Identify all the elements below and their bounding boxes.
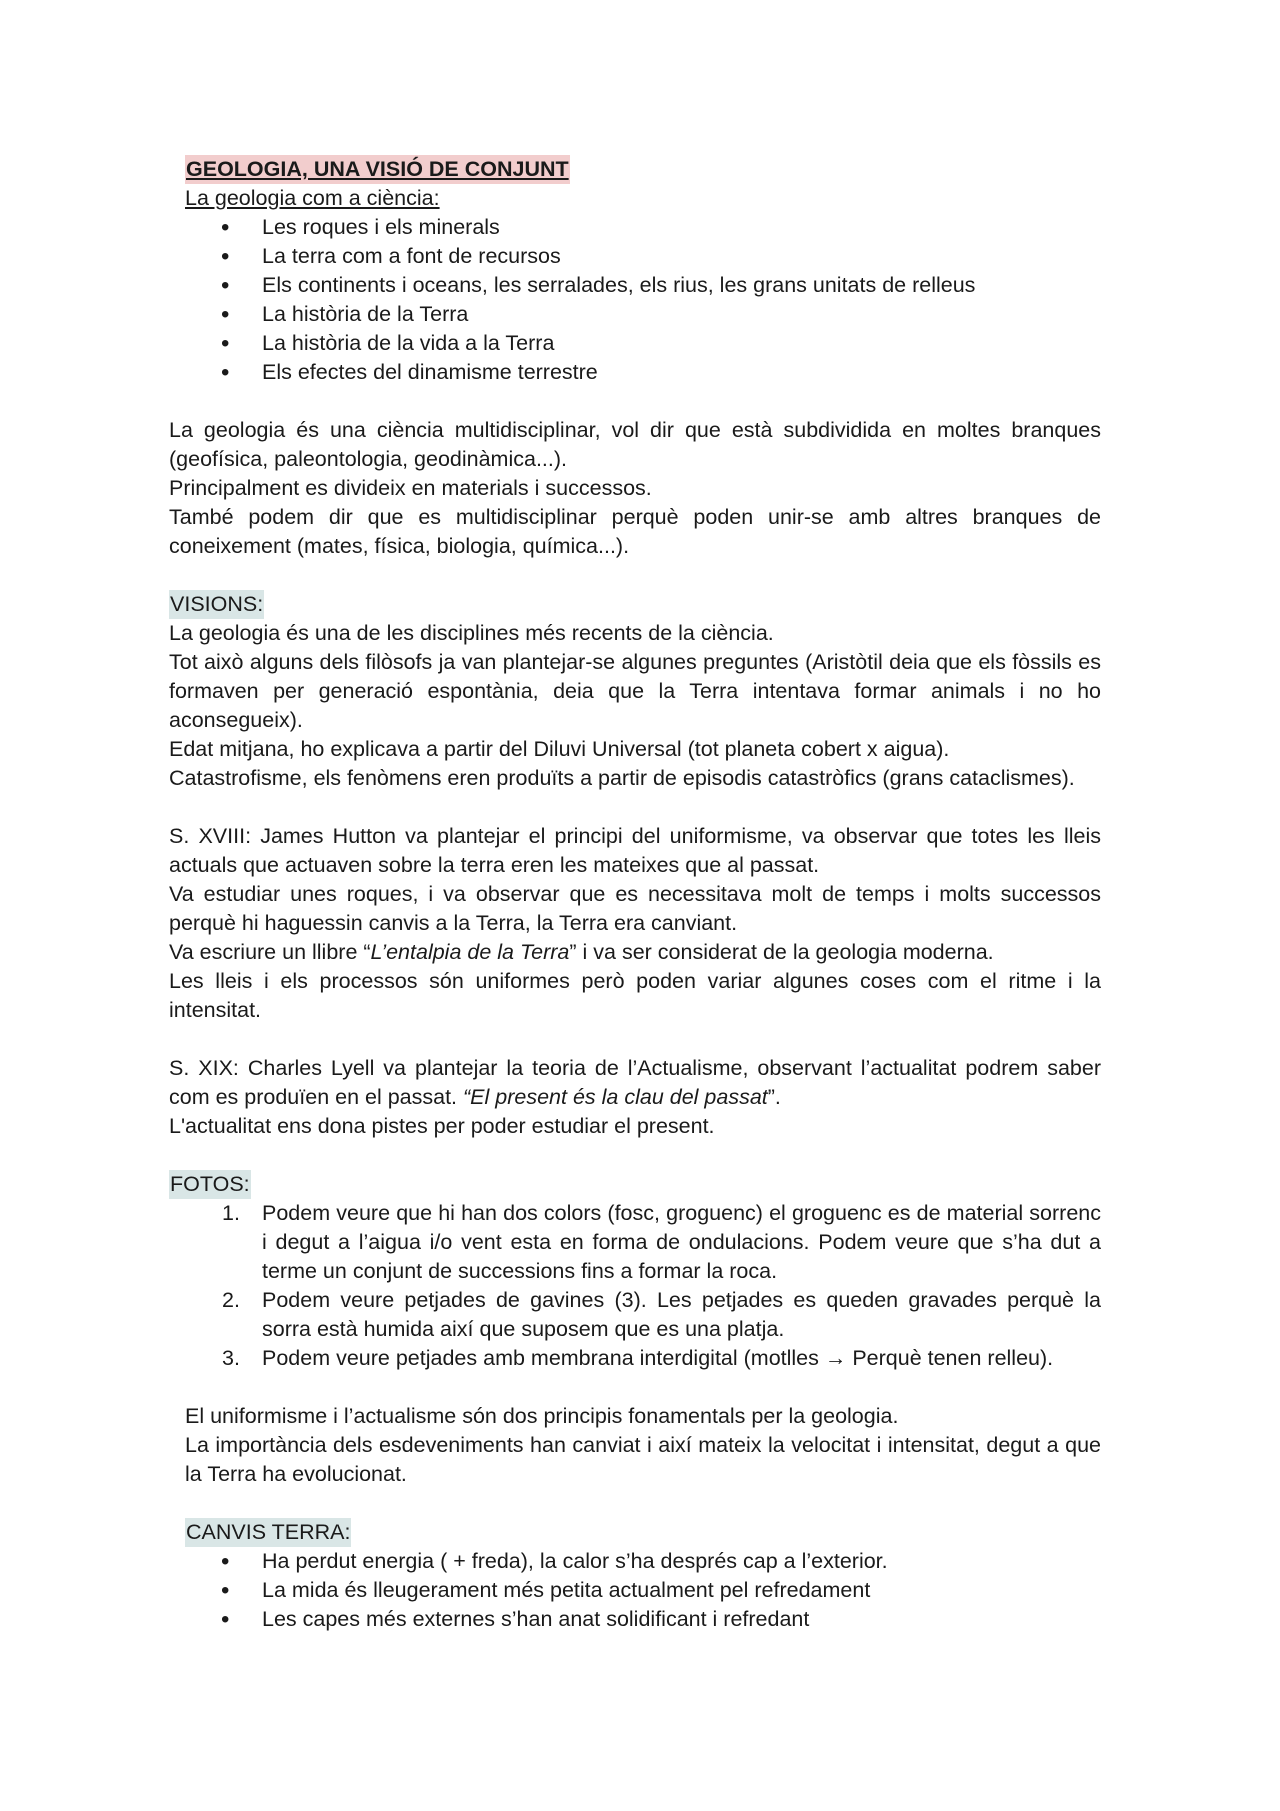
list-item: • Els continents i oceans, les serralades, els rius, les grans unitats de relleus bbox=[169, 271, 1101, 300]
hutton-paragraph: Va estudiar unes roques, i va observar que es necessitava molt de temps i molts successos perquè hi haguessin canvis a la Terra, la Terra era canviant. bbox=[169, 882, 1101, 935]
list-item: • La mida és lleugerament més petita actualment pel refredament bbox=[169, 1576, 1101, 1605]
intro-paragraph: Principalment es divideix en materials i successos. bbox=[169, 476, 652, 500]
list-item: • La terra com a font de recursos bbox=[169, 242, 1101, 271]
canvis-heading-line bbox=[169, 1518, 1101, 1547]
hutton-book-paragraph: Va escriure un llibre “L’entalpia de la Terra” i va ser considerat de la geologia moderna. bbox=[169, 940, 994, 964]
list-item: 3. Podem veure petjades amb membrana interdigital (motlles → Perquè tenen relleu). bbox=[169, 1344, 1101, 1373]
visions-heading-line bbox=[169, 590, 1101, 619]
list-item: • Les roques i els minerals bbox=[169, 213, 1101, 242]
visions-heading: VISIONS: bbox=[169, 590, 264, 619]
list-number: 2. bbox=[222, 1288, 240, 1312]
lyell-paragraph: L'actualitat ens dona pistes per poder estudiar el present. bbox=[169, 1114, 715, 1138]
visions-paragraph: Edat mitjana, ho explicava a partir del Diluvi Universal (tot planeta cobert x aigua). bbox=[169, 737, 950, 761]
science-list bbox=[169, 213, 1101, 387]
principles-paragraph: La importància dels esdeveniments han canviat i així mateix la velocitat i intensitat, degut a que la Terra ha evolucionat. bbox=[185, 1433, 1101, 1486]
document-title: GEOLOGIA, UNA VISIÓ DE CONJUNT bbox=[185, 155, 570, 184]
intro-paragraph: La geologia és una ciència multidisciplinar, vol dir que està subdividida en moltes branques (geofísica, paleontologia, geodinàmica...). bbox=[169, 418, 1101, 471]
list-number: 1. bbox=[222, 1201, 240, 1225]
list-item: 2. Podem veure petjades de gavines (3). Les petjades es queden gravades perquè la sorra està humida així que suposem que es una platja. bbox=[222, 1288, 1101, 1341]
fotos-heading: FOTOS: bbox=[169, 1170, 251, 1199]
section-subtitle: La geologia com a ciència: bbox=[185, 186, 440, 210]
visions-paragraph: Catastrofisme, els fenòmens eren produïts a partir de episodis catastròfics (grans cataclismes). bbox=[169, 766, 1075, 790]
visions-paragraph: La geologia és una de les disciplines més recents de la ciència. bbox=[169, 621, 774, 645]
hutton-paragraph: S. XVIII: James Hutton va plantejar el principi del uniformisme, va observar que totes les lleis actuals que actuaven sobre la terra eren les mateixes que al passat. bbox=[169, 824, 1101, 877]
subtitle-line bbox=[169, 184, 1101, 213]
principles-block bbox=[169, 1402, 1101, 1489]
hutton-paragraph: Les lleis i els processos són uniformes però poden variar algunes coses com el ritme i la intensitat. bbox=[169, 969, 1101, 1022]
list-item: • Ha perdut energia ( + freda), la calor s’ha després cap a l’exterior. bbox=[169, 1547, 1101, 1576]
fotos-list bbox=[169, 1199, 1101, 1373]
fotos-heading-line bbox=[169, 1170, 1101, 1199]
title-line bbox=[169, 155, 1101, 184]
list-item: • Les capes més externes s’han anat solidificant i refredant bbox=[169, 1605, 1101, 1634]
visions-paragraph: Tot això alguns dels filòsofs ja van plantejar-se algunes preguntes (Aristòtil deia que els fòssils es formaven per generació espontània, deia que la Terra intentava formar animals i no ho aconsegueix). bbox=[169, 650, 1101, 732]
canvis-list bbox=[169, 1547, 1101, 1634]
list-item: 1. Podem veure que hi han dos colors (fosc, groguenc) el groguenc es de material sorrenc i degut a l’aigua i/o vent esta en forma de ondulacions. Podem veure que s’ha dut a terme un conjunt de successions fins a formar la roca. bbox=[222, 1201, 1101, 1283]
list-number: 3. bbox=[222, 1346, 240, 1370]
book-title: L’entalpia de la Terra bbox=[370, 940, 570, 964]
list-item: • La història de la vida a la Terra bbox=[169, 329, 1101, 358]
list-item: • Els efectes del dinamisme terrestre bbox=[169, 358, 1101, 387]
canvis-heading: CANVIS TERRA: bbox=[185, 1518, 351, 1547]
principles-paragraph: El uniformisme i l’actualisme són dos principis fonamentals per la geologia. bbox=[185, 1404, 899, 1428]
intro-paragraph: També podem dir que es multidisciplinar perquè poden unir-se amb altres branques de coneixement (mates, física, biologia, química...). bbox=[169, 505, 1101, 558]
lyell-paragraph: S. XIX: Charles Lyell va plantejar la teoria de l’Actualisme, observant l’actualitat podrem saber com es produïen en el passat. “El present és la clau del passat”. bbox=[169, 1056, 1101, 1109]
document-page bbox=[169, 155, 1101, 1634]
lyell-quote: “El present és la clau del passat bbox=[463, 1085, 768, 1109]
list-item: • La història de la Terra bbox=[169, 300, 1101, 329]
